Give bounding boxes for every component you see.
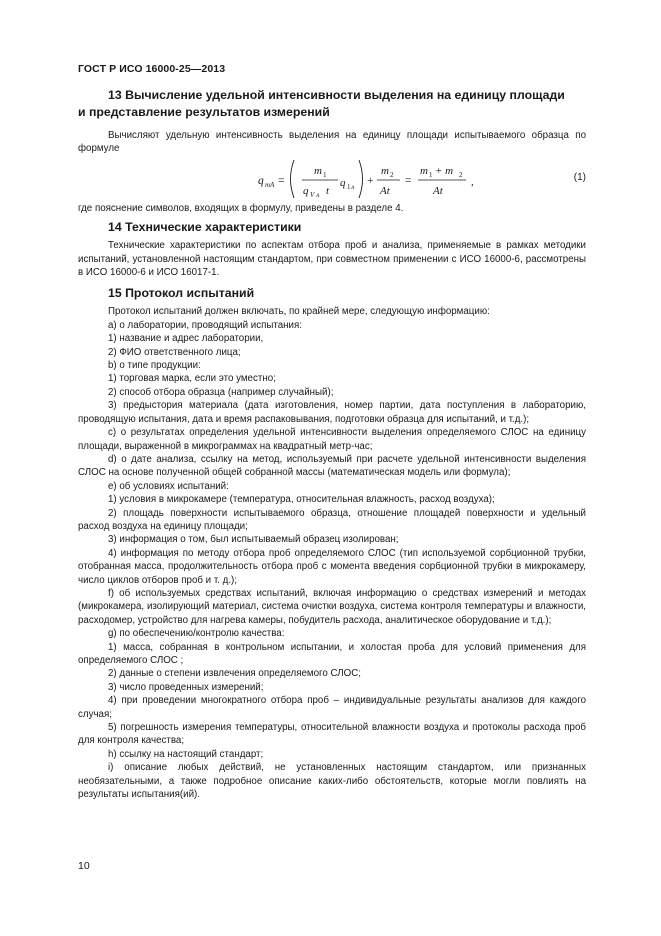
list-item: h) ссылку на настоящий стандарт; xyxy=(108,748,264,760)
formula-q1: q xyxy=(340,176,346,189)
list-item: 1) название и адрес лаборатории, xyxy=(108,333,264,345)
formula-den1-sub: V xyxy=(310,190,315,199)
list-item: 3) число проведенных измерений; xyxy=(108,681,264,693)
list-item: 1) условия в микрокамере (температура, относительная влажность, расход воздуха); xyxy=(108,494,495,506)
formula-den1-t: t xyxy=(326,184,330,197)
formula-den1-sub2: A xyxy=(316,192,320,199)
section-13-note: где пояснение символов, входящих в формулу, приведены в разделе 4. xyxy=(78,202,404,214)
list-item: е) об условиях испытаний: xyxy=(108,480,229,492)
formula-num3-plus: + m xyxy=(435,164,454,177)
formula-q1-sub2: A xyxy=(351,184,355,191)
section-13-title-line2: и представление результатов измерений xyxy=(78,105,330,119)
section-15-title: 15 Протокол испытаний xyxy=(108,286,255,301)
list-item: 1) торговая марка, если это уместно; xyxy=(108,373,276,385)
list-item: 2) ФИО ответственного лица; xyxy=(108,346,241,358)
formula-eq2: = xyxy=(405,174,412,187)
formula-m2-sub: 2 xyxy=(390,170,394,179)
formula-svg xyxy=(78,156,586,202)
formula-den3: At xyxy=(433,184,443,197)
section-13-paragraph: Вычисляют удельную интенсивность выделения на единицу площади испытываемого образца по формуле xyxy=(78,130,586,155)
list-item: 3) предыстория материала (дата изготовления, номер партии, дата поступления в лабораторию, проводящую испытания, дата и время распаковывания, подготовки образца для испытаний, и т.д.); xyxy=(78,400,586,425)
list-item: i) описание любых действий, не установленных настоящим стандартом, или признанных необязательными, а также подробное описание каких-либо обстоятельств, которые могли повлиять на результаты испытания(ий). xyxy=(78,762,586,801)
formula-den1-q: q xyxy=(303,184,309,197)
list-item: 2) площадь поверхности испытываемого образца, отношение площадей поверхности и удельный расход воздуха на единицу площади; xyxy=(78,507,586,532)
list-item: 4) при проведении многократного отбора проб – индивидуальные результаты анализов для каждого случая; xyxy=(78,695,586,720)
page-number: 10 xyxy=(78,860,90,872)
list-item: 4) информация по методу отбора проб определяемого СЛОС (тип используемой сорбционной трубки, отобранная масса, продолжительность отбора проб с момента введения сорбционной трубки в микрокамеру, число циклов отборов проб и т. д.); xyxy=(78,547,586,586)
formula-den2: At xyxy=(380,184,390,197)
formula-num3-sub: 1 xyxy=(429,170,433,179)
formula-num3: m xyxy=(420,164,428,177)
section-14-paragraph: Технические характеристики по аспектам отбора проб и анализа, применяемые в рамках методики испытаний, установленной настоящим стандартом, при совместном применении с ИСО 16000-6, рассмотрены в ИСО 16000-6 и ИСО 16017-1. xyxy=(78,240,586,279)
formula-num3-sub2: 2 xyxy=(459,170,463,179)
formula-m1: m xyxy=(314,164,322,177)
list-item: 2) способ отбора образца (например случайный); xyxy=(108,386,334,398)
section-14-title: 14 Технические характеристики xyxy=(108,220,302,235)
document-header: ГОСТ Р ИСО 16000-25—2013 xyxy=(78,63,226,75)
list-item: Протокол испытаний должен включать, по крайней мере, следующую информацию: xyxy=(108,306,490,318)
formula-paren-right xyxy=(359,160,363,198)
list-item: а) о лаборатории, проводящий испытания: xyxy=(108,319,302,331)
formula-comma: , xyxy=(471,175,474,188)
formula-lhs-sub: mA xyxy=(265,180,275,189)
list-item: с) о результатах определения удельной интенсивности выделения определяемого СЛОС на единицу площади, выраженной в микрограммах на квадратный метр-час; xyxy=(78,427,586,452)
list-item: f) об используемых средствах испытаний, включая информацию о средствах измерений и методах (микрокамера, изолирующий материал, система очистки воздуха, система контроля температуры и влажности, расходомер, устройство для нагрева камеры, побудитель расхода, аналитическое оборудование и т.д.); xyxy=(78,587,586,626)
formula-1 xyxy=(78,156,586,202)
formula-m1-sub: 1 xyxy=(323,170,327,179)
formula-number: (1) xyxy=(573,171,586,183)
section-13-title xyxy=(78,87,586,121)
list-item: d) о дате анализа, ссылку на метод, используемый при расчете удельной интенсивности выделения СЛОС на основе полученной общей собранной массы (математическая модель или формула); xyxy=(78,453,586,479)
section-13-title-line1: 13 Вычисление удельной интенсивности выделения на единицу площади xyxy=(108,88,565,102)
list-item: g) по обеспечению/контролю качества: xyxy=(108,628,285,640)
formula-m2: m xyxy=(381,164,389,177)
list-item: 3) информация о том, был испытываемый образец изолирован; xyxy=(108,534,399,546)
formula-lhs: q xyxy=(258,174,264,187)
page-content xyxy=(78,87,586,801)
list-item: 1) масса, собранная в контрольном испытании, и холостая проба для условий применения для определяемого СЛОС ; xyxy=(78,641,586,666)
list-item: 5) погрешность измерения температуры, относительной влажности воздуха и протоколы расхода проб для контроля качества; xyxy=(78,722,586,747)
formula-plus: + xyxy=(367,174,374,187)
formula-eq1: = xyxy=(278,174,285,187)
list-item: 2) данные о степени извлечения определяемого СЛОС; xyxy=(108,668,361,680)
list-item: b) о типе продукции: xyxy=(108,360,201,372)
formula-paren-left xyxy=(291,160,295,198)
formula-q1-sub: 1 xyxy=(347,182,351,191)
section-15-list xyxy=(78,305,586,801)
